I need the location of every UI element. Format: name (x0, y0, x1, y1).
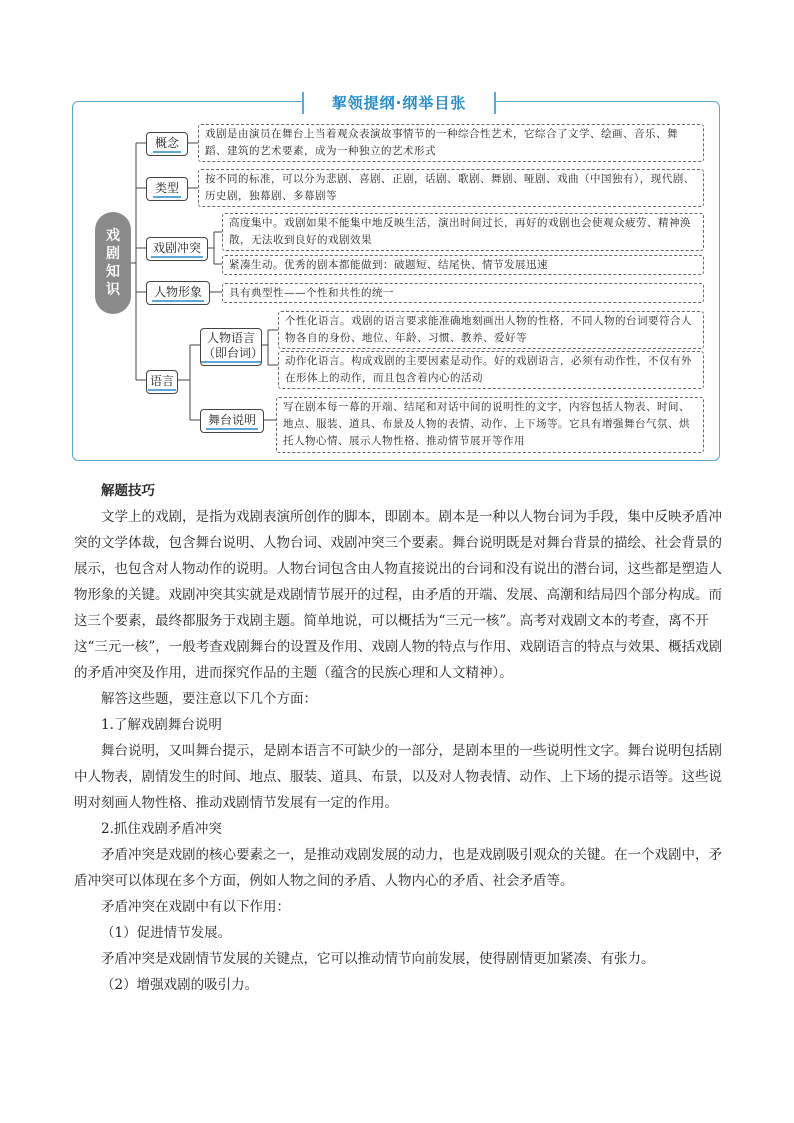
node-character-language: 人物语言（即台词） (200, 328, 262, 366)
leaf-conflict-1: 高度集中。戏剧如果不能集中地反映生活，演出时间过长，再好的戏剧也会使观众疲劳、精神涣散，无法收到良好的戏剧效果 (222, 213, 704, 251)
leaf-stage-directions: 写在剧本每一幕的开端、结尾和对话中间的说明性的文字，内容包括人物表、时间、地点、服装、道具、布景及人物的表情、动作、上下场等。它具有增强舞台气氛、烘托人物心情、展示人物性格、推动情节展开等作用 (276, 397, 704, 453)
paragraph: 矛盾冲突是戏剧情节发展的关键点，它可以推动情节向前发展，使得剧情更加紧凑、有张力。 (101, 951, 655, 967)
root-char: 剧 (106, 246, 120, 262)
subheading: 1.了解戏剧舞台说明 (101, 717, 222, 733)
leaf-conflict-2: 紧凑生动。优秀的剧本都能做到：破题短、结尾快、情节发展迅速 (222, 255, 704, 275)
subheading: 2.抓住戏剧矛盾冲突 (101, 821, 222, 837)
leaf-language-1: 个性化语言。戏剧的语言要求能准确地刻画出人物的性格，不同人物的台词要符合人物各自的身份、地位、年龄、习惯、教养、爱好等 (278, 311, 704, 349)
leaf-concept: 戏剧是由演员在舞台上当着观众表演故事情节的一种综合性艺术，它综合了文学、绘画、音乐、舞蹈、建筑的艺术要素，成为一种独立的艺术形式 (198, 124, 704, 162)
node-types: 类型 (146, 177, 188, 201)
mindmap-banner: 挈领提纲·纲举目张 (302, 92, 496, 114)
node-conflict: 戏剧冲突 (146, 237, 208, 261)
paragraph: 矛盾冲突是戏剧的核心要素之一，是推动戏剧发展的动力，也是戏剧吸引观众的关键。在一个戏剧中，矛盾冲突可以体现在多个方面，例如人物之间的矛盾、人物内心的矛盾、社会矛盾等。 (74, 847, 722, 889)
root-char: 戏 (106, 228, 120, 244)
leaf-types: 按不同的标准，可以分为悲剧、喜剧、正剧，话剧、歌剧、舞剧、哑剧、戏曲（中国独有），现代剧、历史剧，独幕剧、多幕剧等 (198, 169, 704, 207)
root-char: 识 (106, 282, 120, 298)
node-language: 语言 (146, 370, 178, 394)
list-item: （2）增强戏剧的吸引力。 (101, 977, 259, 993)
leaf-image: 具有典型性——个性和共性的统一 (222, 283, 704, 303)
paragraph: 舞台说明，又叫舞台提示，是剧本语言不可缺少的一部分，是剧本里的一些说明性文字。舞台说明包括剧中人物表，剧情发生的时间、地点、服装、道具、布景，以及对人物表情、动作、上下场的提示语等。这些说明对刻画人物性格、推动戏剧情节发展有一定的作用。 (74, 743, 722, 811)
leaf-language-2: 动作化语言。构成戏剧的主要因素是动作。好的戏剧语言，必须有动作性，不仅有外在形体上的动作，而且包含着内心的活动 (278, 351, 704, 389)
section-heading: 解题技巧 (101, 483, 155, 499)
node-image: 人物形象 (146, 281, 210, 305)
paragraph: 矛盾冲突在戏剧中有以下作用： (101, 899, 290, 915)
node-concept: 概念 (146, 132, 188, 156)
root-char: 知 (106, 264, 120, 280)
list-item: （1）促进情节发展。 (101, 925, 232, 941)
body-text (74, 478, 724, 998)
paragraph: 文学上的戏剧，是指为戏剧表演所创作的脚本，即剧本。剧本是一种以人物台词为手段，集中反映矛盾冲突的文学体裁，包含舞台说明、人物台词、戏剧冲突三个要素。舞台说明既是对舞台背景的描绘、社会背景的展示，也包含对人物动作的说明。人物台词包含由人物直接说出的台词和没有说出的潜台词，这些都是塑造人物形象的关键。戏剧冲突其实就是戏剧情节展开的过程，由矛盾的开端、发展、高潮和结局四个部分构成。而这三个要素，最终都服务于戏剧主题。简单地说，可以概括为“三元一核”。高考对戏剧文本的考查，离不开这“三元一核”，一般考查戏剧舞台的设置及作用、戏剧人物的特点与作用、戏剧语言的特点与效果、概括戏剧的矛盾冲突及作用，进而探究作品的主题（蕴含的民族心理和人文精神）。 (74, 509, 723, 681)
node-stage-directions: 舞台说明 (200, 409, 264, 433)
root-node (95, 212, 131, 314)
paragraph: 解答这些题，要注意以下几个方面： (101, 691, 317, 707)
